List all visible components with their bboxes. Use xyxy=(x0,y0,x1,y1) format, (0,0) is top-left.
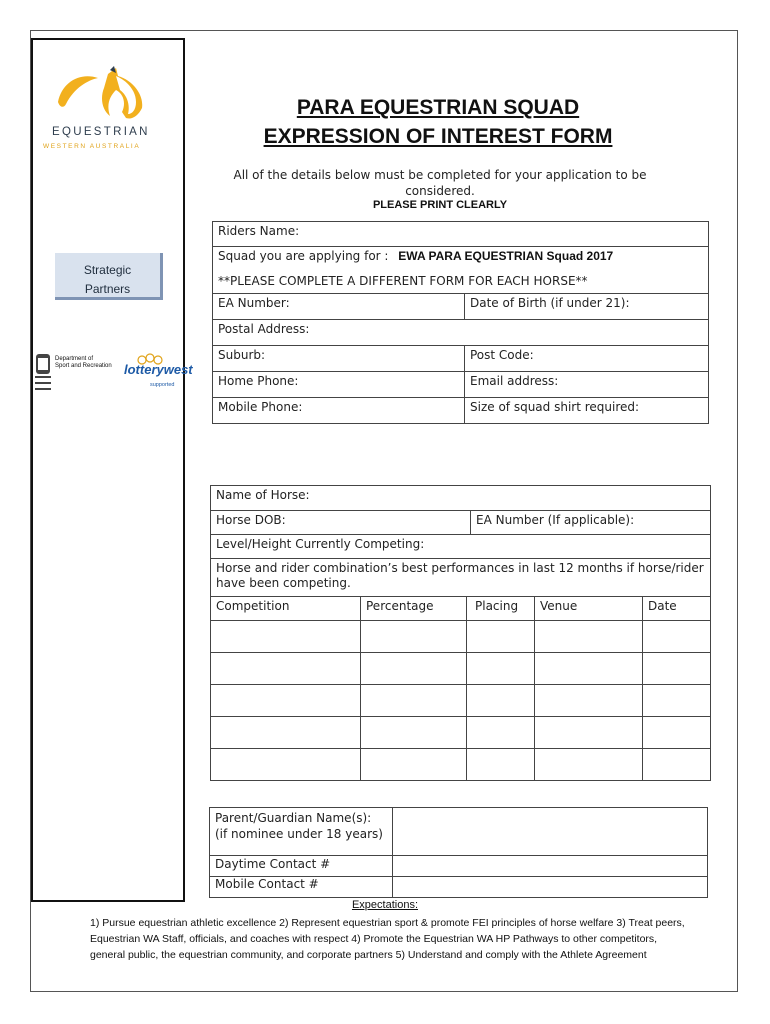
placing-cell[interactable] xyxy=(467,621,535,653)
strategic-label: Strategic xyxy=(83,263,132,277)
dob-label: Date of Birth (if under 21): xyxy=(470,296,630,310)
home-phone-field[interactable] xyxy=(213,372,465,398)
results-row xyxy=(211,717,711,749)
horse-details-table xyxy=(210,485,711,781)
horse-name-field[interactable] xyxy=(211,486,711,511)
shirt-size-field[interactable] xyxy=(465,398,709,424)
squad-field xyxy=(213,247,709,272)
results-row xyxy=(211,749,711,781)
squad-label: Squad you are applying for : xyxy=(218,249,389,263)
results-row xyxy=(211,653,711,685)
results-row xyxy=(211,685,711,717)
horse-name-label: Name of Horse: xyxy=(216,488,310,502)
form-title-line2: EXPRESSION OF INTEREST FORM xyxy=(263,125,613,148)
date-cell[interactable] xyxy=(643,621,711,653)
col-competition: Competition xyxy=(211,597,361,621)
col-venue: Venue xyxy=(535,597,643,621)
performances-row xyxy=(211,559,711,597)
dsr-line1: Department of xyxy=(55,356,94,362)
riders-name-label: Riders Name: xyxy=(218,224,300,238)
postcode-label: Post Code: xyxy=(470,348,534,362)
mobile-phone-field[interactable] xyxy=(213,398,465,424)
logo-subtitle: WESTERN AUSTRALIA xyxy=(43,143,141,150)
daytime-contact-input[interactable] xyxy=(393,856,708,877)
lotterywest-logo xyxy=(124,352,193,396)
venue-cell[interactable] xyxy=(535,685,643,717)
level-field[interactable] xyxy=(211,535,711,559)
competition-cell[interactable] xyxy=(211,717,361,749)
strategic-partners-box xyxy=(55,253,163,300)
placing-cell[interactable] xyxy=(467,749,535,781)
shirt-size-label: Size of squad shirt required: xyxy=(470,400,640,414)
venue-cell[interactable] xyxy=(535,653,643,685)
mobile-phone-label: Mobile Phone: xyxy=(218,400,303,414)
mobile-contact-input[interactable] xyxy=(393,877,708,898)
competition-cell[interactable] xyxy=(211,685,361,717)
percentage-cell[interactable] xyxy=(361,749,467,781)
col-date: Date xyxy=(643,597,711,621)
wa-crest-icon xyxy=(33,352,53,394)
postcode-field[interactable] xyxy=(465,346,709,372)
postal-address-field[interactable] xyxy=(213,320,709,346)
expectations-heading: Expectations: xyxy=(351,899,419,911)
placing-cell[interactable] xyxy=(467,685,535,717)
suburb-field[interactable] xyxy=(213,346,465,372)
daytime-contact-label: Daytime Contact # xyxy=(210,856,393,877)
equestrian-wa-logo-icon xyxy=(52,64,152,126)
venue-cell[interactable] xyxy=(535,621,643,653)
home-phone-label: Home Phone: xyxy=(218,374,299,388)
email-field[interactable] xyxy=(465,372,709,398)
col-percentage: Percentage xyxy=(361,597,467,621)
percentage-cell[interactable] xyxy=(361,685,467,717)
guardian-name-input[interactable] xyxy=(393,808,708,856)
competition-cell[interactable] xyxy=(211,653,361,685)
horse-notice: **PLEASE COMPLETE A DIFFERENT FORM FOR EACH HORSE** xyxy=(218,273,588,288)
horse-ea-number-field[interactable] xyxy=(471,511,711,535)
form-title-line1: PARA EQUESTRIAN SQUAD xyxy=(296,96,580,119)
guardian-name-note: (if nominee under 18 years) xyxy=(215,827,383,841)
results-row xyxy=(211,621,711,653)
level-label: Level/Height Currently Competing: xyxy=(216,537,425,551)
performances-label: Horse and rider combination’s best performances in last 12 months if horse/rider have been competing. xyxy=(216,561,704,590)
intro-text: All of the details below must be completed for your application to be considered. xyxy=(233,168,647,198)
horse-notice-row xyxy=(213,272,709,294)
dob-field[interactable] xyxy=(465,294,709,320)
postal-address-label: Postal Address: xyxy=(218,322,310,336)
guardian-name-label: Parent/Guardian Name(s): xyxy=(215,811,372,825)
horse-dob-label: Horse DOB: xyxy=(216,513,286,527)
percentage-cell[interactable] xyxy=(361,717,467,749)
sidebar xyxy=(31,38,185,902)
guardian-table xyxy=(209,807,708,898)
percentage-cell[interactable] xyxy=(361,621,467,653)
email-label: Email address: xyxy=(470,374,559,388)
date-cell[interactable] xyxy=(643,653,711,685)
dsr-line2: Sport and Recreation xyxy=(55,363,112,369)
placing-cell[interactable] xyxy=(467,653,535,685)
date-cell[interactable] xyxy=(643,749,711,781)
date-cell[interactable] xyxy=(643,685,711,717)
rider-details-table xyxy=(212,221,709,424)
ea-number-field[interactable] xyxy=(213,294,465,320)
expectations-body: 1) Pursue equestrian athletic excellence 2) Represent equestrian sport & promote FEI principles of horse welfare 3) Treat peers, Equestrian WA Staff, officials, and coaches with respect 4) Promote the Equestrian WA HP Pathways to other competitors, general public, the equestrian community, and corporate partners 5) Understand and comply with the Athlete Agreement xyxy=(90,917,685,961)
date-cell[interactable] xyxy=(643,717,711,749)
competition-cell[interactable] xyxy=(211,749,361,781)
partners-label: Partners xyxy=(84,282,131,296)
venue-cell[interactable] xyxy=(535,717,643,749)
col-placing: Placing xyxy=(467,597,535,621)
squad-value: EWA PARA EQUESTRIAN Squad 2017 xyxy=(398,249,614,263)
guardian-name-label-cell xyxy=(210,808,393,856)
placing-cell[interactable] xyxy=(467,717,535,749)
lotterywest-tag: supported xyxy=(150,382,175,388)
competition-cell[interactable] xyxy=(211,621,361,653)
logo-name: EQUESTRIAN xyxy=(52,126,150,138)
venue-cell[interactable] xyxy=(535,749,643,781)
percentage-cell[interactable] xyxy=(361,653,467,685)
riders-name-field[interactable] xyxy=(213,222,709,247)
dsr-sponsor-logo xyxy=(33,352,112,394)
ea-number-label: EA Number: xyxy=(218,296,290,310)
lotterywest-wordmark: lotterywest xyxy=(124,362,193,377)
horse-ea-number-label: EA Number (If applicable): xyxy=(476,513,635,527)
horse-dob-field[interactable] xyxy=(211,511,471,535)
suburb-label: Suburb: xyxy=(218,348,266,362)
print-notice: PLEASE PRINT CLEARLY xyxy=(372,199,508,211)
mobile-contact-label: Mobile Contact # xyxy=(210,877,393,898)
